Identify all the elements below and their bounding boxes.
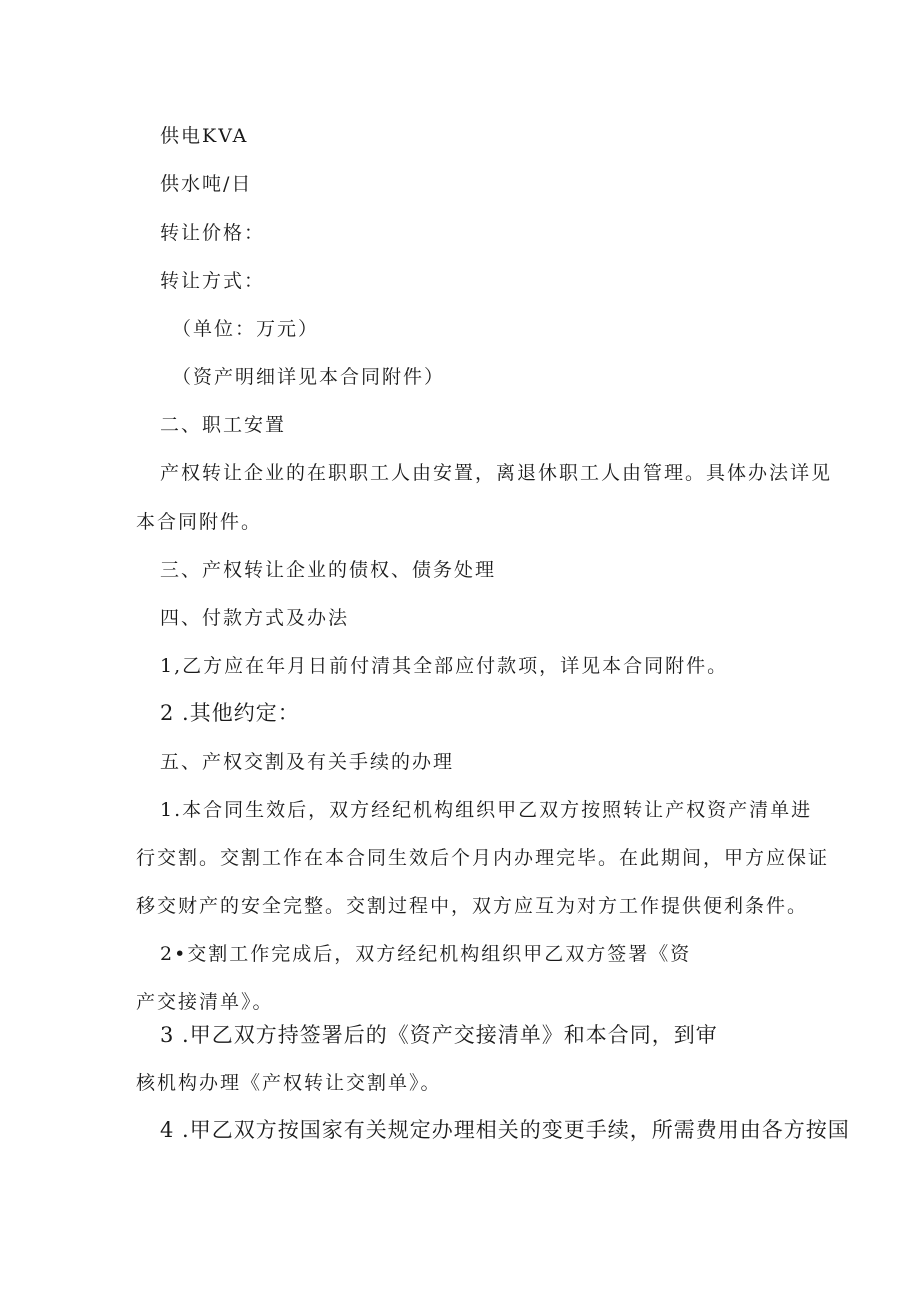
section-5-item-4-line-1: 4 .甲乙双方按国家有关规定办理相关的变更手续，所需费用由各方按国	[160, 1118, 850, 1142]
transfer-method-line: 转让方式：	[160, 270, 266, 292]
section-5-item-1-line-2: 行交割。交割工作在本合同生效后个月内办理完毕。在此期间，甲方应保证	[136, 847, 830, 869]
asset-detail-note-line: （资产明细详见本合同附件）	[172, 366, 446, 388]
unit-note-line: （单位：万元）	[172, 318, 320, 340]
section-2-paragraph-line-1: 产权转让企业的在职职工人由安置，离退休职工人由管理。具体办法详见	[160, 462, 833, 484]
section-5-item-2-line-1: 2•交割工作完成后，双方经纪机构组织甲乙双方签署《资	[160, 943, 692, 965]
section-4-heading: 四、付款方式及办法	[160, 607, 350, 629]
section-3-heading: 三、产权转让企业的债权、债务处理	[160, 559, 497, 581]
section-5-item-3-line-1: 3 .甲乙双方持签署后的《资产交接清单》和本合同，到审	[160, 1023, 718, 1047]
section-2-heading: 二、职工安置	[160, 414, 287, 436]
section-5-item-1-line-3: 移交财产的安全完整。交割过程中，双方应互为对方工作提供便利条件。	[136, 895, 809, 917]
water-supply-line: 供水吨/日	[160, 173, 253, 195]
section-5-item-2-line-2: 产交接清单》。	[136, 991, 274, 1013]
section-4-item-1: 1,乙方应在年月日前付清其全部应付款项，详见本合同附件。	[160, 655, 729, 677]
section-4-item-2: 2 .其他约定：	[160, 701, 300, 725]
section-5-item-1-line-1: 1.本合同生效后，双方经纪机构组织甲乙双方按照转让产权资产清单进	[160, 799, 813, 821]
transfer-price-line: 转让价格：	[160, 222, 266, 244]
power-supply-line: 供电KVA	[160, 125, 249, 147]
section-5-heading: 五、产权交割及有关手续的办理	[160, 751, 455, 773]
section-5-item-3-line-2: 核机构办理《产权转让交割单》。	[136, 1072, 442, 1094]
section-2-paragraph-line-2: 本合同附件。	[136, 511, 263, 533]
